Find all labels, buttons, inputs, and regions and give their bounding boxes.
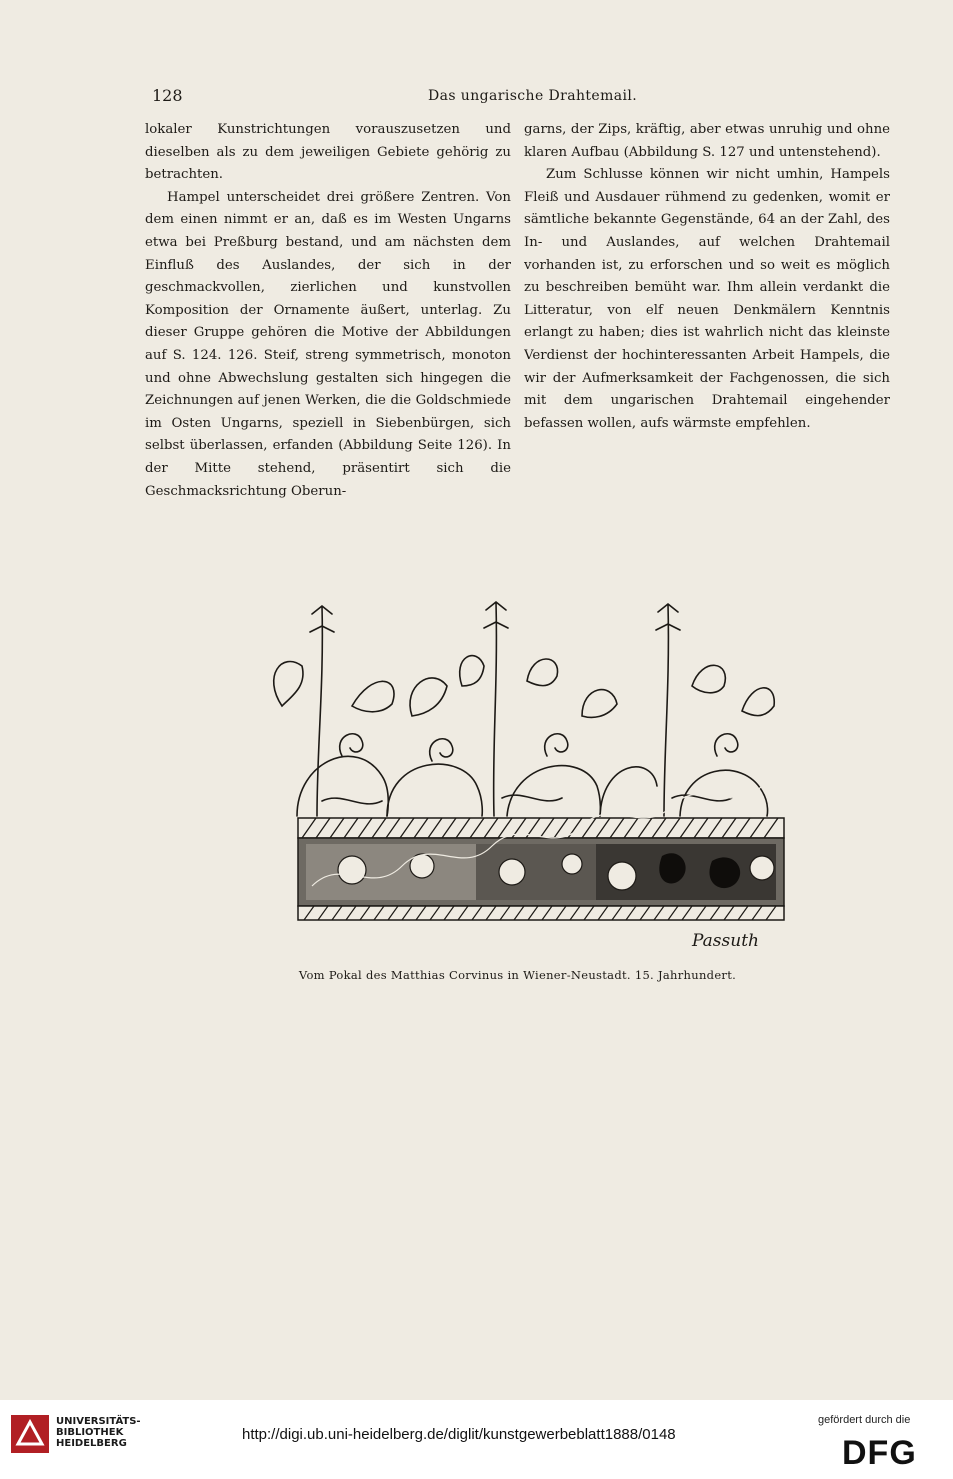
crown-frieze-drawing: [262, 586, 790, 966]
library-name-line: HEIDELBERG: [56, 1438, 127, 1449]
library-name: [56, 1416, 176, 1449]
university-seal-icon: [10, 1414, 50, 1454]
text-column-right: [524, 119, 890, 529]
enamel-band: [298, 786, 784, 920]
funding-note: gefördert durch die: [818, 1414, 911, 1426]
text-column-left: [145, 119, 511, 529]
source-url-link[interactable]: http://digi.ub.uni-heidelberg.de/diglit/kunstgewerbeblatt1888/0148: [242, 1426, 676, 1443]
paragraph: lokaler Kunstrichtungen vorauszusetzen und dieselben als zu dem jeweiligen Gebiete gehörig zu betrachten.: [145, 122, 511, 183]
page-number: 128: [152, 86, 183, 105]
leaf-crest: [274, 602, 775, 816]
artist-signature: Passuth: [692, 931, 759, 951]
paragraph: Hampel unterscheidet drei größere Zentren. Von dem einen nimmt er an, daß es im Westen Ungarns etwa bei Preßburg bestand, und am nächsten dem Einfluß des Auslandes, der sich in der geschmackvollen, zierlichen und kunstvollen Komposition der Ornamente äußert, unterlag. Zu dieser Gruppe gehören die Motive der Abbildungen auf S. 124. 126. Steif, streng symmetrisch, monoton und ohne Abwechslung gestalten sich hingegen die Zeichnungen auf jenen Werken, die die Goldschmiede im Osten Ungarns, speziell in Siebenbürgen, sich selbst überlassen, erfanden (Abbildung Seite 126). In der Mitte stehend, präsentirt sich die Geschmacksrichtung Oberun-: [145, 189, 511, 499]
paragraph: garns, der Zips, kräftig, aber etwas unruhig und ohne klaren Aufbau (Abbildung S. 127 und untenstehend).: [524, 122, 890, 160]
running-title: Das ungarische Drahtemail.: [428, 88, 638, 104]
library-name-line: BIBLIOTHEK: [56, 1427, 124, 1438]
paragraph: Zum Schlusse können wir nicht umhin, Hampels Fleiß und Ausdauer rühmend zu gedenken, womit er sämtliche bekannte Gegenstände, 64 an der Zahl, des In- und Auslandes, auf welchen Drahtemail vorhanden ist, zu erforschen und so weit es möglich zu beschreiben bemüht war. Ihm allein verdankt die Litteratur, von elf neuen Denkmälern Kenntnis erlangt zu haben; dies ist wahrlich nicht das kleinste Verdienst der hochinteressanten Arbeit Hampels, die wir der Aufmerksamkeit der Fachgenossen, die sich mit dem ungarischen Drahtemail eingehender befassen wollen, aufs wärmste empfehlen.: [524, 167, 890, 431]
digitization-footer: [0, 1400, 953, 1479]
dfg-logo: DFG: [842, 1434, 917, 1472]
ornament-illustration: [262, 586, 790, 966]
library-name-line: UNIVERSITÄTS-: [56, 1416, 141, 1427]
page-header: [152, 86, 878, 108]
figure-caption: Vom Pokal des Matthias Corvinus in Wiener-Neustadt. 15. Jahrhundert.: [298, 968, 737, 982]
